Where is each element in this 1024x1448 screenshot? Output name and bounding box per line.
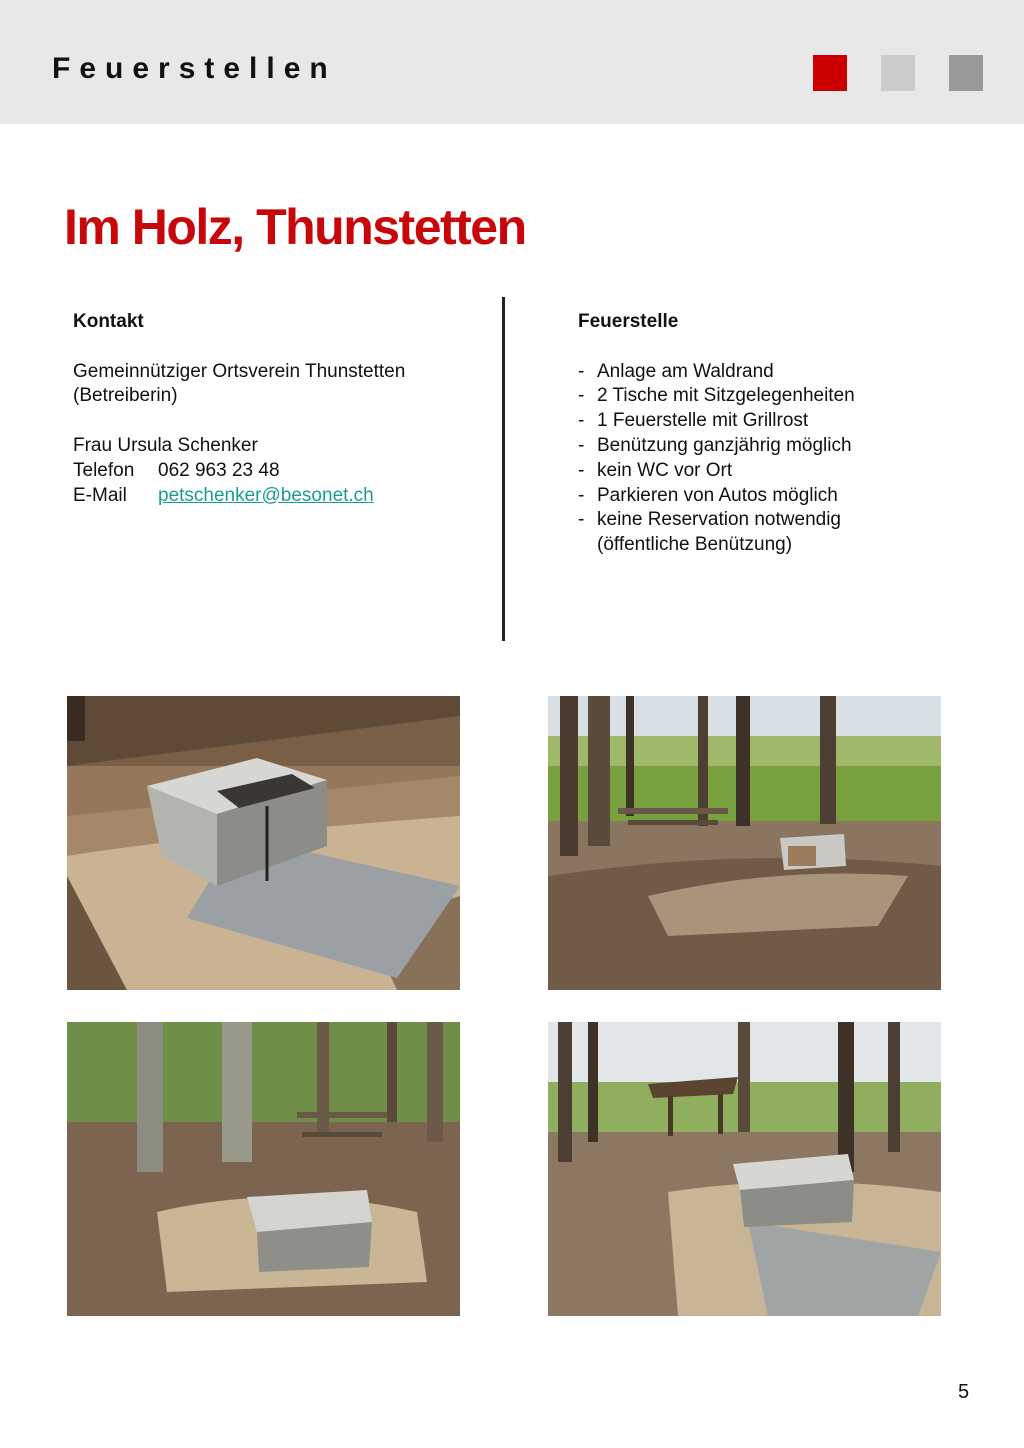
list-item: - Parkieren von Autos möglich <box>578 484 838 506</box>
contact-email-row <box>73 484 483 509</box>
feuerstelle-block <box>578 310 978 558</box>
phone-label: Telefon <box>73 459 135 481</box>
photo-firepit-shelter <box>548 1022 941 1316</box>
photo-firepit-forest <box>67 1022 460 1316</box>
page-header <box>0 0 1024 124</box>
accent-square-dark-gray <box>949 55 983 91</box>
contact-organization: Gemeinnütziger Ortsverein Thunstetten <box>73 360 406 382</box>
contact-person: Frau Ursula Schenker <box>73 434 258 456</box>
page-number: 5 <box>958 1381 970 1403</box>
feuerstelle-heading: Feuerstelle <box>578 311 679 332</box>
photo-forest-edge <box>548 696 941 990</box>
section-title: Feuerstellen <box>52 52 337 85</box>
list-item: - kein WC vor Ort <box>578 459 733 481</box>
list-item: - Benützung ganzjährig möglich <box>578 434 852 456</box>
list-item: - Anlage am Waldrand <box>578 360 774 382</box>
contact-role: (Betreiberin) <box>73 385 178 407</box>
page-title: Im Holz, Thunstetten <box>64 199 526 255</box>
phone-number: 062 963 23 48 <box>158 459 280 481</box>
contact-heading: Kontakt <box>73 311 144 332</box>
contact-phone-row <box>73 459 483 484</box>
column-divider <box>502 297 505 641</box>
accent-square-light-gray <box>881 55 915 91</box>
photo-firepit-closeup <box>67 696 460 990</box>
email-link[interactable]: petschenker@besonet.ch <box>158 484 374 506</box>
email-label: E-Mail <box>73 484 127 506</box>
list-item: - 1 Feuerstelle mit Grillrost <box>578 410 809 432</box>
list-item-continuation: (öffentliche Benützung) <box>597 534 793 556</box>
list-item: - 2 Tische mit Sitzgelegenheiten <box>578 385 855 407</box>
accent-square-red <box>813 55 847 91</box>
list-item: - keine Reservation notwendig <box>578 509 841 531</box>
contact-block <box>73 310 483 508</box>
